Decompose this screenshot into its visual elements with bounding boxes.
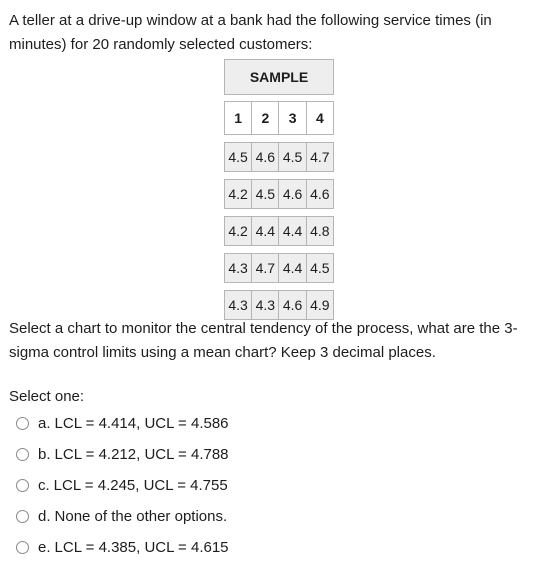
table-cell: 4.4 [278,253,305,283]
table-cell: 4.5 [278,142,305,172]
option-text: None of the other options. [54,508,228,525]
prompt-text: Select a chart to monitor the central tendency of the process, what are the 3-sigma control limits using a mean chart? Keep 3 decimal places. [9,320,518,361]
option-text: LCL = 4.385, UCL = 4.615 [54,539,229,556]
radio-button[interactable] [16,510,29,523]
table-cell: 4.3 [224,290,251,320]
table-cell: 4.6 [278,179,305,209]
table-row [224,179,334,209]
table-cell: 4.4 [251,216,278,246]
sample-data-table [224,59,334,320]
table-row [224,216,334,246]
column-header: 4 [306,101,334,135]
table-title: SAMPLE [224,59,334,95]
sample-table [224,59,334,320]
table-cell: 4.3 [224,253,251,283]
option-letter: a. [38,415,51,432]
table-cell: 4.5 [224,142,251,172]
table-cell: 4.7 [306,142,334,172]
table-cell: 4.9 [306,290,334,320]
radio-button[interactable] [16,479,29,492]
table-cell: 4.2 [224,179,251,209]
option-a[interactable] [16,408,229,439]
table-row [224,142,334,172]
question-text: A teller at a drive-up window at a bank had the following service times (in minutes) for 20 randomly selected customers: [9,12,492,53]
option-letter: b. [38,446,51,463]
table-cell: 4.6 [278,290,305,320]
option-letter: e. [38,539,51,556]
option-e[interactable] [16,532,229,563]
table-cell: 4.6 [306,179,334,209]
table-row [224,253,334,283]
option-c[interactable] [16,470,229,501]
option-text: LCL = 4.414, UCL = 4.586 [54,415,229,432]
option-text: LCL = 4.245, UCL = 4.755 [53,477,228,494]
column-header: 3 [278,101,305,135]
radio-button[interactable] [16,417,29,430]
table-cell: 4.2 [224,216,251,246]
table-cell: 4.7 [251,253,278,283]
table-cell: 4.5 [306,253,334,283]
option-letter: d. [38,508,51,525]
table-cell: 4.4 [278,216,305,246]
table-cell: 4.8 [306,216,334,246]
table-header-row [224,101,334,135]
table-row [224,290,334,320]
column-header: 2 [251,101,278,135]
radio-button[interactable] [16,448,29,461]
table-cell: 4.6 [251,142,278,172]
option-d[interactable] [16,501,229,532]
option-b[interactable] [16,439,229,470]
table-cell: 4.5 [251,179,278,209]
answer-options [16,408,229,563]
column-header: 1 [224,101,251,135]
option-text: LCL = 4.212, UCL = 4.788 [54,446,229,463]
option-letter: c. [38,477,50,494]
radio-button[interactable] [16,541,29,554]
select-one-label: Select one: [9,388,85,405]
table-cell: 4.3 [251,290,278,320]
